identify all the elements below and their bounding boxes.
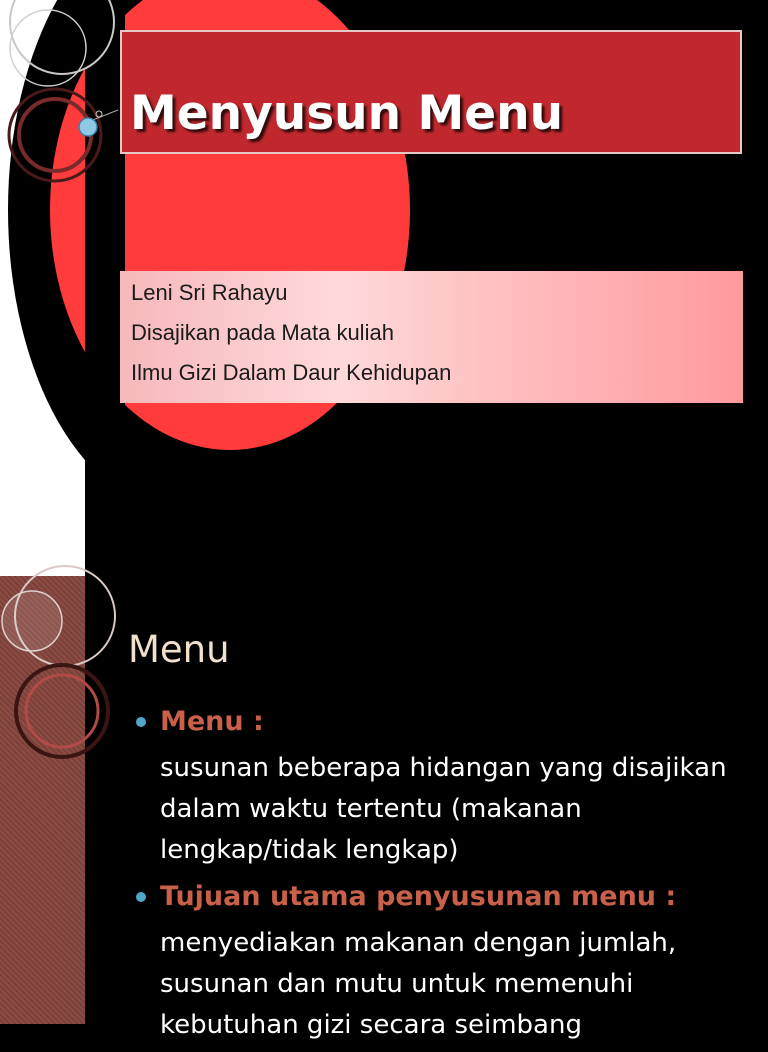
list-item (134, 702, 744, 871)
list-item (134, 877, 744, 1046)
slide-title-text: Menyusun Menu (130, 86, 564, 141)
blue-bead-icon (79, 118, 97, 136)
course-line: Disajikan pada Mata kuliah (131, 320, 394, 345)
title-box (120, 30, 742, 154)
decor-circles (0, 576, 100, 1024)
subtitle-box (120, 271, 743, 403)
bullet-icon (136, 717, 146, 727)
bullet-body: susunan beberapa hidangan yang disajikan dalam waktu tertentu (makanan lengkap/tidak lengkap) (160, 753, 727, 865)
author-line: Leni Sri Rahayu (131, 280, 288, 305)
slide-menu (0, 576, 768, 1040)
decor-circles (0, 0, 120, 576)
bullet-body: menyediakan makanan dengan jumlah, susunan dan mutu untuk memenuhi kebutuhan gizi secara seimbang (160, 928, 677, 1040)
slide-title-text: Menu (128, 628, 230, 671)
bullet-heading: Tujuan utama penyusunan menu : (160, 881, 677, 912)
bullet-icon (136, 892, 146, 902)
bullet-list (134, 702, 744, 1052)
course-name-line: Ilmu Gizi Dalam Daur Kehidupan (131, 360, 452, 385)
bullet-heading: Menu : (160, 706, 264, 737)
